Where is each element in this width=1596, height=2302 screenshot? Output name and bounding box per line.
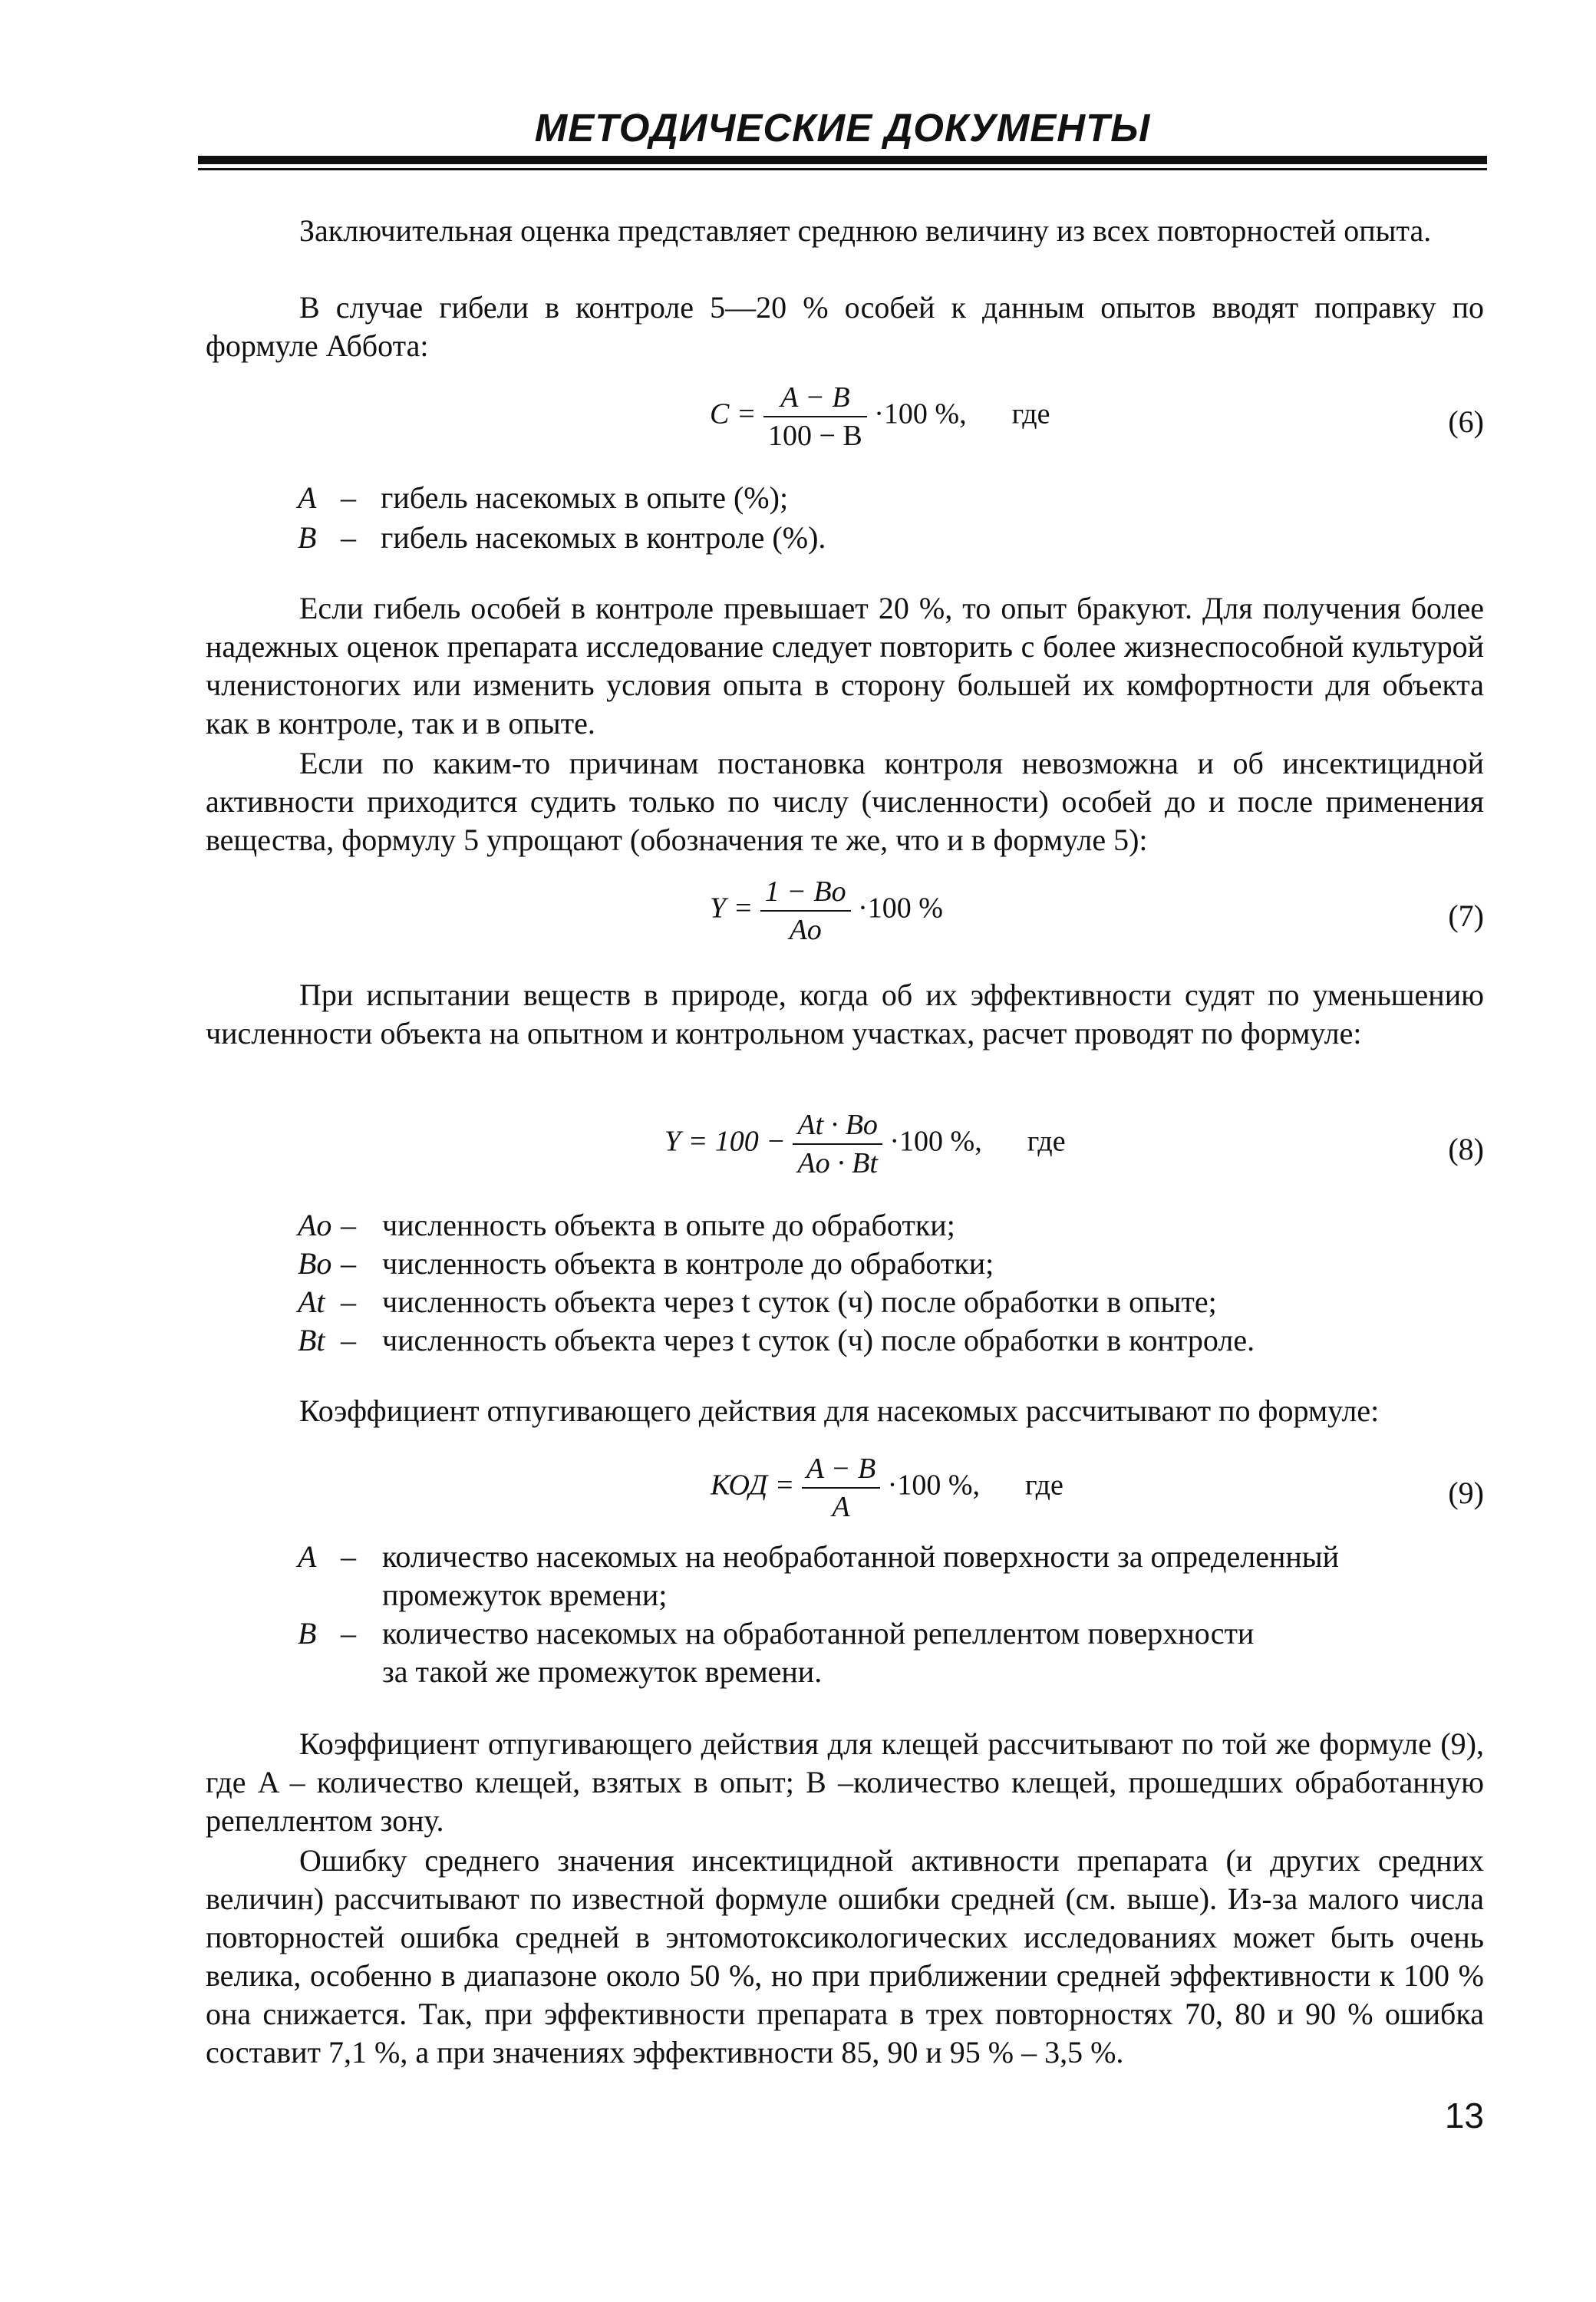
- formula-7-numerator: 1 − Bo: [760, 875, 851, 912]
- formula-6-denominator: 100 − B: [768, 420, 862, 452]
- paragraph-1: Заключительная оценка представляет среднюю величину из всех повторностей опыта.: [299, 213, 1432, 248]
- page-number: 13: [1444, 2096, 1484, 2135]
- header-rule-thick: [198, 156, 1487, 164]
- paragraph-8: Ошибку среднего значения инсектицидной активности препарата (и других средних величин) рассчитывают по известной формуле ошибки средней (см. выше). Из-за малого числа повторностей ошибка средней в энтомотоксикологических исследованиях может быть очень велика, особенно в диапазоне около 50 %, но при приближении средней эффективности к 100 % она снижается. Так, при эффективности препарата в трех повторностях 70, 80 и 90 % ошибка составит 7,1 %, а при значениях эффективности 85, 90 и 95 % – 3,5 %.: [206, 1843, 1484, 2069]
- formula-7-denominator: Ao: [789, 914, 822, 946]
- paragraph-7: Коэффициент отпугивающего действия для клещей рассчитывают по той же формуле (9), где A – количество клещей, взятых в опыт; B –количество клещей, прошедших обработанную репеллентом зону.: [206, 1726, 1484, 1838]
- formula-9-rhs: ·100 %,: [887, 1469, 980, 1502]
- formula-8-where: где: [1027, 1125, 1066, 1158]
- formula-8-numerator: At · Bo: [793, 1108, 882, 1145]
- formula-6-numerator: A − B: [763, 381, 867, 417]
- header-rule-thin: [198, 168, 1487, 170]
- paragraph-6: Коэффициент отпугивающего действия для насекомых рассчитывают по формуле:: [299, 1393, 1380, 1428]
- formula-8-denominator: Ao · Bt: [797, 1147, 878, 1179]
- formula-6-where: где: [1011, 397, 1050, 430]
- formula-9-numerator: A − B: [802, 1452, 880, 1489]
- formula-7-lhs: Y =: [710, 892, 753, 925]
- formula-6-rhs: ·100 %,: [874, 397, 967, 430]
- formula-8-rhs: ·100 %,: [889, 1125, 982, 1158]
- formula-9-fraction: [802, 1452, 880, 1524]
- formula-6-lhs: C =: [710, 397, 757, 430]
- formula-9-where: где: [1024, 1469, 1063, 1502]
- formula-7-fraction: [760, 875, 851, 947]
- formula-8-lhs: Y = 100 −: [664, 1125, 786, 1158]
- document-page: МЕТОДИЧЕСКИЕ ДОКУМЕНТЫ Заключительная оценка представляет среднюю величину из всех повторностей опыта. В случае гибели в контроле 5—20 % особей к данным опытов вводят поправку по формуле Аббота: C = $\frac{A - B}{100 - B}$ ·100 %, где (6) A – гибель насекомых в опыте (%); B – гибель насекомых в контроле (%). Если гибель особей в контроле превышает 20 %, то опыт бракуют. Для получения более надежных оценок препарата исследование следует повторить с более жизнеспособной культурой членистоногих или изменить условия опыта в сторону большей их комфортности для объекта как в контроле, так и в опыте. Если по каким-то причинам постановка контроля невозможна и об инсектицидной активности приходится судить только по числу (численности) особей до и после применения вещества, формулу 5 упрощают (обозначения те же, что и в формуле 5): Y = $\frac{1 - Bo}{Ao}$ ·100 % (7) При испытании веществ в природе, когда об их эффективности судят по уменьшению численности объекта на опытном и контрольном участках, расчет проводят по формуле: Y = 100 − $\frac{At \cdot Bo}{Ao \cdot Bt}$ ·100 %, где (8) Ao – численность объекта в опыте до обработки; Bo – численность объекта в контроле до обработки; At – численность объекта через t суток (ч) после обработки в опыте; Bt – численность объекта через t суток (ч) после обработки в контроле. Коэффициент отпугивающего действия для насекомых рассчитывают по формуле: КОД = $\frac{A - B}{A}$ ·100 %, где (9) A – количество насекомых на необработанной поверхности за определенный промежуток времени; B – количество насекомых на обработанной репеллентом поверхности за такой же промежуток времени. Коэффициент отпугивающего действия для клещей рассчитывают по той же формуле (9), где A – количество клещей, взятых в опыт; B –количество клещей, прошедших обработанную репеллентом зону. Ошибку среднего значения инсектицидной активности препарата (и других средних величин) рассчитывают по известной формуле ошибки средней (см. выше). Из-за малого числа повторностей ошибка средней в энтомотоксикологических исследованиях может быть очень велика, особенно в диапазоне около 50 %, но при приближении средней эффективности к 100 % она снижается. Так, при эффективности препарата в трех повторностях 70, 80 и 90 % ошибка составит 7,1 %, а при значениях эффективности 85, 90 и 95 % – 3,5 %. 13: [0, 0, 1596, 2302]
- formula-8: [664, 1108, 1066, 1180]
- formula-9-lhs: КОД =: [711, 1469, 795, 1502]
- formula-7-number: (7): [1448, 899, 1484, 933]
- formula-9: [711, 1452, 1063, 1524]
- formula-6: [710, 381, 1050, 453]
- formula-7-rhs: ·100 %: [858, 892, 943, 925]
- formula-9-denominator: A: [832, 1491, 850, 1523]
- paragraph-3: Если гибель особей в контроле превышает 20 %, то опыт бракуют. Для получения более надежных оценок препарата исследование следует повторить с более жизнеспособной культурой членистоногих или изменить условия опыта в сторону большей их комфортности для объекта как в контроле, так и в опыте.: [206, 591, 1484, 740]
- paragraph-5: При испытании веществ в природе, когда об их эффективности судят по уменьшению численности объекта на опытном и контрольном участках, расчет проводят по формуле:: [206, 978, 1484, 1050]
- formula-8-number: (8): [1448, 1132, 1484, 1166]
- paragraph-4: Если по каким-то причинам постановка контроля невозможна и об инсектицидной активности приходится судить только по числу (численности) особей до и после применения вещества, формулу 5 упрощают (обозначения те же, что и в формуле 5):: [206, 746, 1484, 857]
- paragraph-2: В случае гибели в контроле 5—20 % особей к данным опытов вводят поправку по формуле Аббота:: [206, 290, 1484, 363]
- page-header-title: МЕТОДИЧЕСКИЕ ДОКУМЕНТЫ: [534, 106, 1151, 150]
- formula-6-number: (6): [1448, 404, 1484, 439]
- formula-8-fraction: [793, 1108, 882, 1180]
- formula-7: [710, 875, 943, 947]
- formula-9-number: (9): [1448, 1476, 1484, 1510]
- formula-6-fraction: [763, 381, 867, 453]
